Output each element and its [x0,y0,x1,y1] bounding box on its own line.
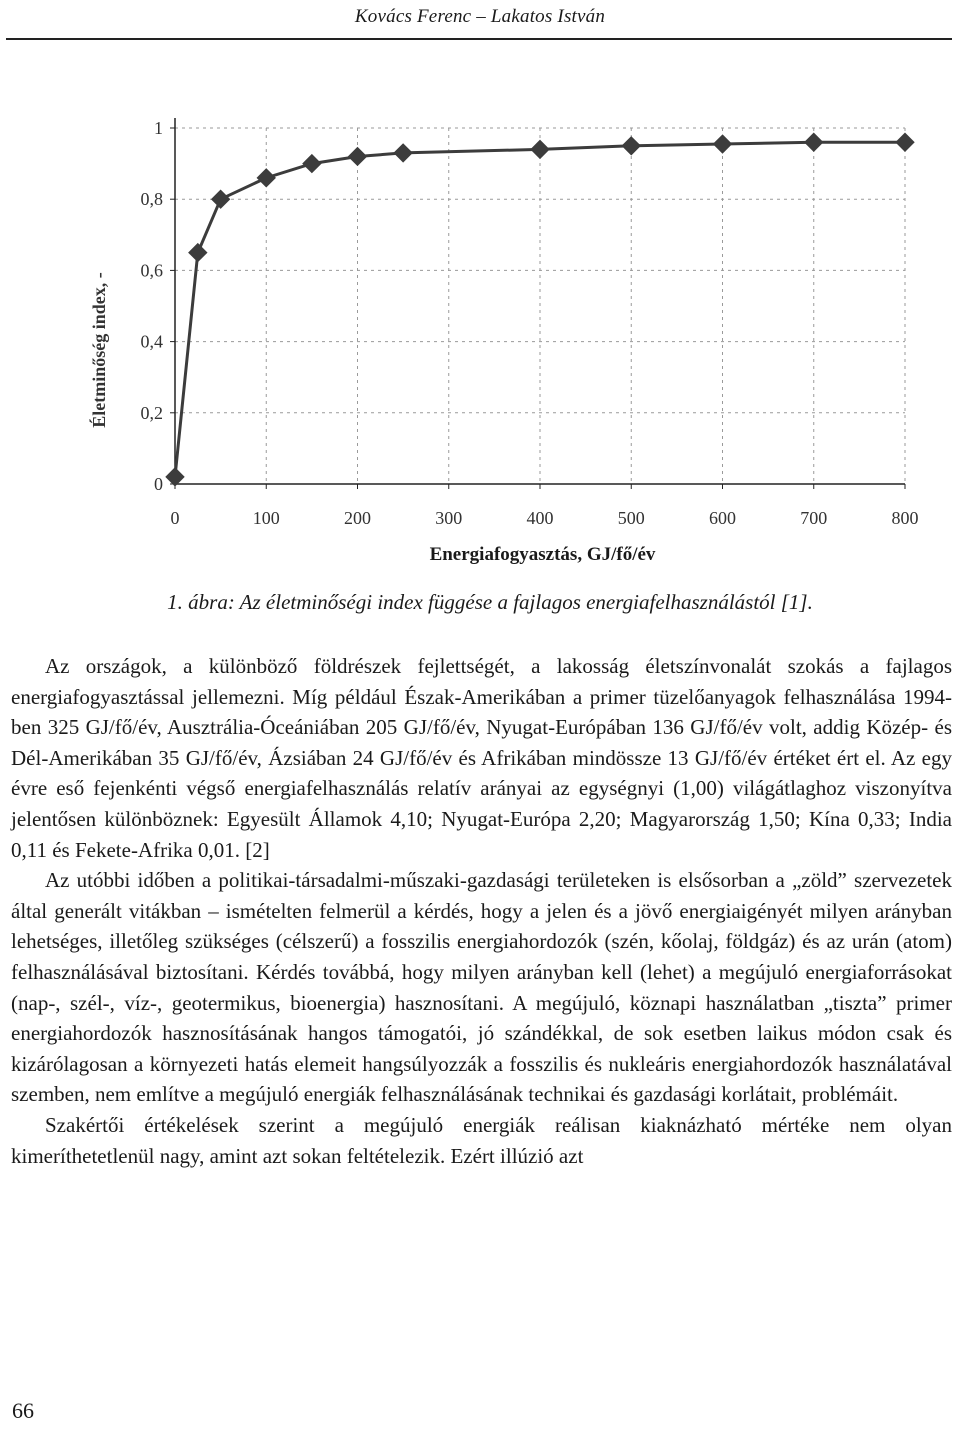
running-header: Kovács Ferenc – Lakatos István [354,6,606,27]
figure-caption: 1. ábra: Az életminőségi index függése a fajlagos energiafelhasználástól [1]. [167,590,813,614]
x-tick-label: 200 [344,508,371,528]
data-point-marker [896,133,914,151]
x-tick-label: 400 [526,508,554,528]
x-tick-label: 100 [252,508,280,528]
data-point-marker [166,468,184,486]
x-tick-label: 700 [800,508,828,528]
chart-svg [85,90,945,540]
data-point-marker [394,144,412,162]
y-tick-label: 0,2 [140,402,163,423]
paragraph: Az utóbbi időben a politikai-társadalmi-műszaki-gazdasági területeken is elsősorban a „zöld” szervezetek által generált vitákban – ismételten felmerül a kérdés, hogy a jelen és a jövő energiaigényét milyen arányban lehetséges, illetőleg szükséges (célszerű) a fosszilis energiahordozók (szén, kőolaj, földgáz) és az urán (atom) felhasználásával biztosítani. Kérdés továbbá, hogy milyen arányban kell (lehet) a megújuló energiaforrásokat (nap-, szél-, víz-, geotermikus, bioenergia) hasznosítani. A megújuló, köznapi használatban „tiszta” primer energiahordozók hasznosításának hangos támogatói, jó szándékkal, de sok esetben laikus módon csak és kizárólagosan a környezeti hatás elemeit hangsúlyozzák a fosszilis és nukleáris energiahordozók használatával szemben, nem említve a megújuló energiák felhasználásának technikai és gazdasági korlátait, problémáit. [11,868,952,1107]
data-point-marker [714,135,732,153]
x-axis-title: Energiafogyasztás, GJ/fő/év [429,544,656,565]
chart-figure [85,90,945,545]
data-point-marker [349,147,367,165]
data-point-marker [212,190,230,208]
y-tick-label: 0,8 [140,189,163,210]
page-number: 66 [12,1398,34,1423]
y-tick-label: 0 [154,474,163,494]
y-tick-label: 0,4 [140,331,163,352]
paragraph: Szakértői értékelések szerint a megújuló energiák reálisan kiaknázható mértéke nem olyan kimeríthetetlenül nagy, amint azt sokan feltételezik. Ezért illúzió azt [11,1112,952,1168]
y-tick-label: 1 [154,118,163,138]
body-text [11,651,952,1171]
data-point-marker [531,140,549,158]
tick-layer [141,118,919,528]
paragraph: Az országok, a különböző földrészek fejlettségét, a lakosság életszínvonalát szokás a fajlagos energiafogyasztással jellemezni. Míg például Észak-Amerikában a primer tüzelőanyagok felhasználása 1994-ben 325 GJ/fő/év, Ausztrália-Óceániában 205 GJ/fő/év, Nyugat-Európában 136 GJ/fő/év volt, addig Közép- és Dél-Amerikában 35 GJ/fő/év, Ázsiában 24 GJ/fő/év és Afrikában mindössze 13 GJ/fő/év értéket ért el. Az egy évre eső fejenkénti végső energiafelhasználás relatív arányai az egységnyi (1,00) világátlaghoz viszonyítva jelentősen különböznek: Egyesült Államok 4,10; Nyugat-Európa 2,20; Magyarország 1,50; Kína 0,33; India 0,11 és Fekete-Afrika 0,01. [2] [11,654,952,862]
x-tick-label: 500 [617,508,645,528]
x-tick-label: 800 [891,508,919,528]
data-point-marker [805,133,823,151]
data-point-marker [303,155,321,173]
data-point-marker [622,137,640,155]
data-point-marker [189,244,207,262]
data-point-marker [257,169,275,187]
y-axis-title: Életminőség index, - [89,272,109,428]
x-tick-label: 300 [435,508,463,528]
grid-layer [175,128,905,484]
x-tick-label: 0 [170,508,180,528]
y-tick-label: 0,6 [140,260,163,281]
header-rule [6,38,952,40]
x-tick-label: 600 [709,508,736,528]
